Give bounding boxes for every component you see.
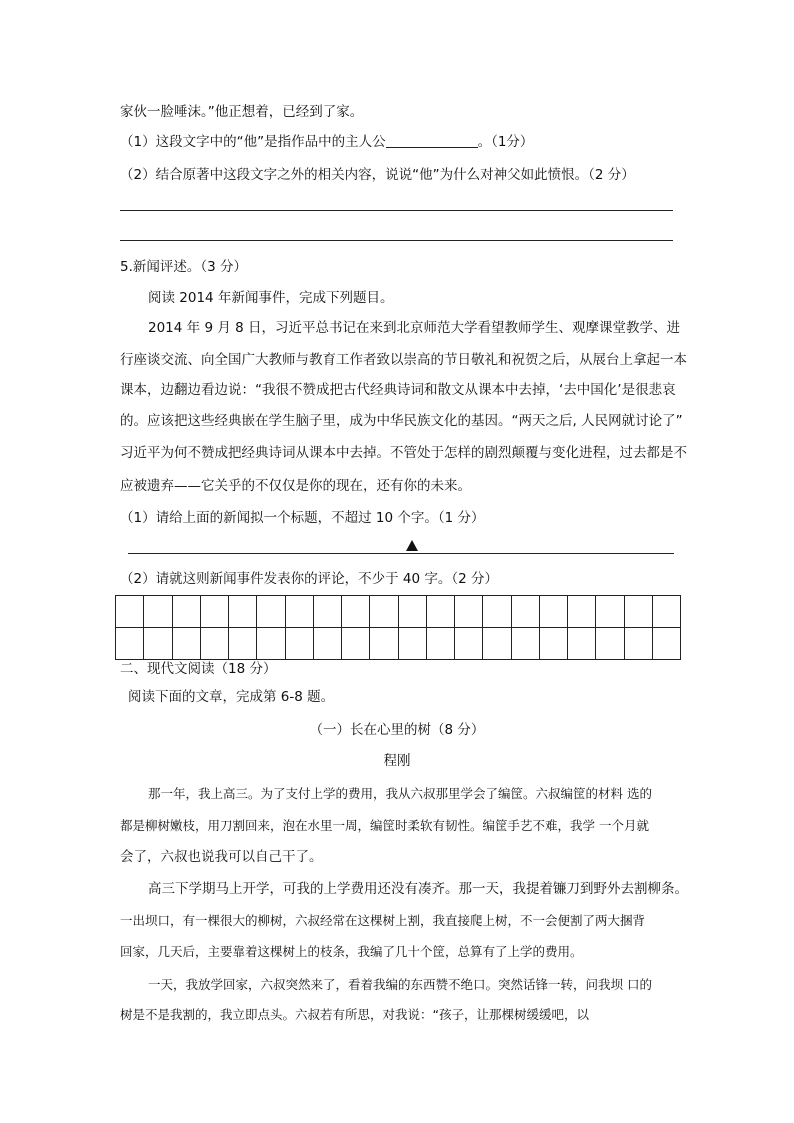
question-4-2: （2）结合原著中这段文字之外的相关内容，说说“他”为什么对神父如此愤恨。（2 分）	[120, 167, 635, 183]
article-title: （一）长在心里的树（8 分）	[309, 722, 485, 738]
answer-grid-cell[interactable]	[624, 596, 652, 628]
answer-marker-icon	[406, 540, 418, 551]
answer-grid-cell[interactable]	[426, 628, 454, 660]
answer-grid-cell[interactable]	[455, 596, 483, 628]
answer-grid-cell[interactable]	[257, 628, 285, 660]
answer-grid-cell[interactable]	[342, 628, 370, 660]
article-line: 会了，六叔也说我可以自己干了。	[120, 849, 323, 865]
answer-grid-cell[interactable]	[624, 628, 652, 660]
answer-grid-row	[116, 628, 681, 660]
answer-grid-cell[interactable]	[172, 628, 200, 660]
answer-grid-cell[interactable]	[426, 596, 454, 628]
answer-grid-cell[interactable]	[511, 596, 539, 628]
article-line: 那一年，我上高三。为了支付上学的费用，我从六叔那里学会了编筐。六叔编筐的材料 选的	[148, 786, 652, 801]
article-author: 程刚	[383, 753, 411, 769]
question-score: 。（1分）	[477, 134, 534, 150]
answer-grid-cell[interactable]	[200, 596, 228, 628]
answer-grid-cell[interactable]	[596, 628, 624, 660]
article-line: 回家，几天后，主要靠着这棵树上的枝条，我编了几十个筐，总算有了上学的费用。	[120, 944, 583, 959]
answer-grid-cell[interactable]	[172, 596, 200, 628]
answer-grid-cell[interactable]	[398, 628, 426, 660]
answer-line[interactable]	[120, 210, 673, 211]
news-line: 应被遗弃——它关乎的不仅仅是你的现在，还有你的未来。	[120, 478, 471, 494]
answer-grid-cell[interactable]	[200, 628, 228, 660]
answer-grid-cell[interactable]	[342, 596, 370, 628]
section-5-title: 5.新闻评述。（3 分）	[120, 259, 248, 275]
answer-grid-cell[interactable]	[144, 628, 172, 660]
answer-grid-row	[116, 596, 681, 628]
answer-grid-cell[interactable]	[313, 596, 341, 628]
answer-grid-cell[interactable]	[511, 628, 539, 660]
article-line: 高三下学期马上开学，可我的上学费用还没有凑齐。那一天，我提着镰刀到野外去割柳条。	[148, 881, 688, 897]
answer-grid-cell[interactable]	[652, 628, 680, 660]
answer-grid-cell[interactable]	[596, 596, 624, 628]
part-2-title: 二、现代文阅读（18 分）	[120, 661, 277, 677]
answer-grid-cell[interactable]	[568, 628, 596, 660]
answer-line[interactable]	[120, 240, 673, 241]
answer-blank[interactable]	[386, 133, 478, 148]
news-line: 习近平为何不赞成把经典诗词从课本中去掉。不管处于怎样的剧烈颠覆与变化进程，过去都是不	[120, 445, 687, 461]
answer-grid-cell[interactable]	[116, 596, 144, 628]
answer-grid-cell[interactable]	[455, 628, 483, 660]
answer-grid-cell[interactable]	[398, 596, 426, 628]
answer-grid-cell[interactable]	[539, 596, 567, 628]
question-5-2: （2）请就这则新闻事件发表你的评论，不少于 40 字。（2 分）	[120, 571, 498, 587]
answer-grid-cell[interactable]	[370, 596, 398, 628]
article-line: 树是不是我割的，我立即点头。六叔若有所思，对我说：“孩子，让那棵树缓缓吧，以	[120, 1007, 589, 1022]
answer-grid-cell[interactable]	[313, 628, 341, 660]
section-5-intro: 阅读 2014 年新闻事件，完成下列题目。	[148, 290, 394, 306]
article-line: 一天，我放学回家，六叔突然来了，看着我编的东西赞不绝口。突然话锋一转，问我坝 口的	[148, 977, 652, 992]
answer-grid-cell[interactable]	[285, 628, 313, 660]
answer-grid-cell[interactable]	[257, 596, 285, 628]
article-line: 一出坝口，有一棵很大的柳树，六叔经常在这棵树上割，我直接爬上树，不一会便割了两大捆背	[120, 913, 646, 928]
article-line: 都是柳树嫩枝，用刀割回来，泡在水里一周，编筐时柔软有韧性。编筐手艺不难，我学 一个月就	[120, 818, 649, 833]
text-line: 家伙一脸唾沫。”他正想着，已经到了家。	[120, 104, 364, 120]
question-text: （1）这段文字中的“他”是指作品中的主人公	[120, 134, 386, 150]
answer-grid-cell[interactable]	[285, 596, 313, 628]
answer-grid-cell[interactable]	[483, 628, 511, 660]
news-line: 行座谈交流、向全国广大教师与教育工作者致以崇高的节日敬礼和祝贺之后，从展台上拿起一本	[120, 352, 687, 368]
answer-grid-cell[interactable]	[568, 596, 596, 628]
question-4-1	[120, 133, 533, 151]
part-2-intro: 阅读下面的文章，完成第 6-8 题。	[128, 689, 335, 705]
answer-grid-cell[interactable]	[116, 628, 144, 660]
answer-line[interactable]	[128, 553, 674, 554]
answer-grid-cell[interactable]	[229, 628, 257, 660]
news-line: 的。应该把这些经典嵌在学生脑子里，成为中华民族文化的基因。“两天之后, 人民网就讨论了”	[120, 413, 683, 429]
answer-grid-cell[interactable]	[539, 628, 567, 660]
answer-grid-cell[interactable]	[652, 596, 680, 628]
answer-grid[interactable]	[115, 595, 681, 660]
answer-grid-cell[interactable]	[229, 596, 257, 628]
answer-grid-cell[interactable]	[144, 596, 172, 628]
news-line: 课本，边翻边看边说：“我很不赞成把古代经典诗词和散文从课本中去掉，‘去中国化’是很悲哀	[120, 382, 676, 398]
answer-grid-cell[interactable]	[483, 596, 511, 628]
answer-grid-cell[interactable]	[370, 628, 398, 660]
question-5-1: （1）请给上面的新闻拟一个标题，不超过 10 个字。（1 分）	[120, 510, 485, 526]
news-line: 2014 年 9 月 8 日，习近平总书记在来到北京师范大学看望教师学生、观摩课堂教学、进	[148, 320, 680, 336]
